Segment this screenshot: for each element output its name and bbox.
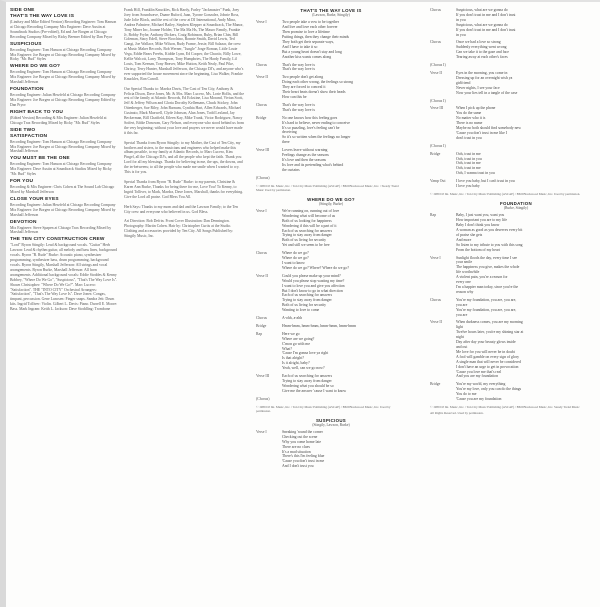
lyric-line: Wondering if this will be a part of it bbox=[282, 223, 337, 228]
lyric-line: That's the way love is bbox=[282, 102, 315, 107]
lyric-line: It's a mad situation bbox=[282, 449, 311, 454]
stanza-label: (Chorus) bbox=[256, 396, 270, 401]
lyric-line: Wanting to love to come bbox=[282, 308, 320, 313]
lyric-line: A single man that will never be considered bbox=[456, 359, 521, 364]
lyric-line: If you don't trust in me and I don't trust bbox=[456, 27, 516, 32]
lyric-line: That's the way love is bbox=[282, 107, 315, 112]
section-heading: CLOSE YOUR EYES bbox=[10, 196, 59, 202]
credits-text: Special Thanks from Byron Stingily: to my Mother, the Cast of Ten City, my brothers and sisters, to the musicians and engineers who helped make this album possible, to my family at Atlantic Records, to Marc Lucero, Kim Pingel, all the Chicago DJ's, and all the people who kept the faith. Thank you Lord for all my blessings. Thanks for believing in me, the ups, the downs, and the in-betweens; to all the people who made me smile when I wanted to cry. This is for you. bbox=[124, 140, 243, 175]
song-title: FOUNDATION bbox=[500, 201, 532, 206]
lyric-line: From the bottom of my heart bbox=[456, 247, 500, 252]
stanza-label: Chorus bbox=[256, 316, 267, 321]
credits-text: Herb Says: Thanks to my mom and dad and the Lawson Family; to the Ten City crew and everyone who believed in us. God Bless. bbox=[124, 204, 238, 214]
lyric-stanza bbox=[430, 99, 600, 104]
lyric-line: Two people don't get along bbox=[282, 75, 324, 80]
stanza-lines bbox=[282, 274, 406, 313]
lyric-line: There's this I'm feeling blue bbox=[282, 454, 325, 459]
lyric-line: So listen to my tribute to you with this song bbox=[456, 242, 523, 247]
lyric-line: You're my foundation, you are, you are, bbox=[456, 297, 517, 302]
lyrics-column-left bbox=[256, 8, 406, 603]
lyric-line: Suddenly everything went wrong bbox=[456, 45, 507, 50]
lyric-line: Why you come home late bbox=[282, 439, 322, 444]
section-heading: WHERE DO WE GO? bbox=[10, 64, 61, 70]
lyric-line: The happiness you give, makes the whole bbox=[456, 265, 520, 270]
rights-notice: All Rights Reserved. Used by permission. bbox=[430, 410, 484, 415]
thanks-column bbox=[124, 8, 244, 603]
lyric-stanza bbox=[256, 374, 406, 394]
lyric-stanza bbox=[256, 209, 406, 248]
lyric-stanza bbox=[256, 324, 406, 329]
lyric-stanza bbox=[430, 106, 600, 140]
lyric-line: Putting things, then they change their minds bbox=[282, 35, 349, 40]
credits-text: Recording Engineer: Julian Herzfeld at Chicago Recording Company Mix Engineer: Joe Borgen at Chicago Recording Company Edited by Dan Pryor bbox=[10, 93, 116, 107]
lyric-stanza bbox=[256, 75, 406, 100]
lyric-stanza bbox=[430, 71, 600, 96]
lyric-stanza bbox=[430, 40, 600, 60]
lyric-line: Ooh, trust in me bbox=[456, 151, 481, 156]
lyric-line: Their heart beats doesn't show their heads bbox=[282, 90, 346, 95]
stanza-lines bbox=[282, 20, 406, 59]
stanza-label: Verse I bbox=[256, 20, 267, 25]
lyric-line: Where are we going? bbox=[282, 336, 315, 341]
lyric-line: Trying to stay away from danger bbox=[282, 379, 332, 383]
song-title: SUSPICIOUS bbox=[315, 417, 347, 423]
stanza-lines bbox=[282, 251, 406, 271]
lyric-line: in you bbox=[456, 32, 466, 37]
lyric-line: Checking out the scene bbox=[282, 434, 318, 439]
lyric-line: 'Cause I'm gonna love ya right bbox=[282, 351, 329, 356]
lyric-line: Sneaking 'round the corner bbox=[282, 429, 323, 434]
lyric-line: your smile bbox=[456, 260, 473, 265]
stanza-lines bbox=[456, 71, 600, 96]
stanza-lines bbox=[456, 152, 600, 177]
song-writers: (Lawson, Burke, Stingily) bbox=[312, 13, 350, 18]
lyric-line: girlfriend bbox=[456, 80, 471, 85]
lyric-stanza bbox=[256, 251, 406, 271]
lyric-line: Where do we go? Where? Where do we go? bbox=[282, 265, 349, 270]
stanza-lines bbox=[456, 144, 600, 149]
lyric-line: every one bbox=[456, 280, 471, 285]
credits-text: "Lord" Byron Stingily: Lead & background vocals. "Guitar" Herb Lawson: Lead & rhythm guitar, all melody and bass lines, background vocals. Byron "B. Rude" Burke: Acoustic piano, synthesizer programming, synthesizer bass, drum programming, background vocals. Byron Stingily, Marshall Jefferson: All strings and vocal arrangements. Byron Burke, Marshall Jefferson: All horn arrangements. Additional background vocals: Eddie Stoddes & Kenny Bobbey, "Where Do We Go", "Suspicious", "That's The Way Love Is". Shawn Christopher: "Where Do We Go?". Marc Lucero: "Satisfaction". THE "INTO CITY" Orchestral Arrangers: "Satisfaction", "That's The Way Love Is". Dave Jones: Congas, timpani, percussion. Gene Luncsen: Finger snaps. Sandra Jett: Drum kits. Ingrid Tolliver: Violin. Gilbert L. Davis: Piano. Darrell E. Moore: Bass. Mark Ingram: Keith L. Jackson: Dave Stoddling: Trombone bbox=[10, 243, 118, 312]
stanza-label: (Chorus) bbox=[256, 175, 270, 180]
credits-text: Recording Engineer: Julian Herzfeld at Chicago Recording Company Mix Engineer: Joe Borgen at Chicago Recording Company Mixed by Marshall Jefferson bbox=[10, 202, 116, 217]
stanza-label: (Chorus I) bbox=[430, 98, 446, 103]
lyric-stanza bbox=[256, 116, 406, 145]
lyric-line: Give me the answer 'cause I want to know bbox=[282, 388, 347, 393]
lyric-stanza bbox=[430, 298, 600, 318]
lyric-stanza bbox=[430, 382, 600, 402]
lyric-line: You're my foundation, you are, you are, bbox=[456, 307, 517, 312]
stanza-lines bbox=[282, 430, 406, 469]
lyric-line: Could you please make up your mind? bbox=[282, 273, 341, 278]
lyric-line: And live and love each other forever bbox=[282, 25, 338, 30]
lyrics-column-right bbox=[430, 8, 600, 603]
lyric-line: I'm a happier man today, since you're the bbox=[456, 285, 519, 289]
lyric-stanza bbox=[256, 332, 406, 371]
stanza-lines bbox=[456, 8, 600, 37]
lyric-line: You're my world, my everything bbox=[456, 382, 506, 387]
lyric-line: I love you baby, but I can't trust in you bbox=[456, 179, 515, 184]
credits-text: Recording Engineer: Tom Hanson at Chicago Recording Company Mix Engineer: Joe Borgen at Chicago Recording Company Mixed by Marshall Jefferson bbox=[10, 139, 116, 154]
section-heading: SIDE TWO bbox=[10, 127, 36, 133]
stanza-lines bbox=[282, 316, 406, 321]
lyric-line: Then promise to love a lifetime bbox=[282, 30, 330, 35]
lyric-line: Two people take a vow to be together bbox=[282, 20, 339, 25]
section-heading: SUSPICIOUS bbox=[10, 41, 42, 47]
lyric-line: Here we go bbox=[282, 331, 300, 336]
lyric-line: Never nights, I see your face bbox=[456, 85, 500, 90]
stanza-label: Verse III bbox=[430, 106, 444, 111]
lyric-line: What? bbox=[282, 346, 292, 351]
lyric-line: 'Cause you don't trust in me bbox=[282, 459, 325, 464]
lyric-line: When darkness comes, you are my morning bbox=[456, 320, 523, 325]
lyric-line: Ooh, I wanna trust in you bbox=[456, 171, 495, 176]
section-heading: FOUNDATION bbox=[10, 87, 44, 93]
stanza-lines bbox=[282, 397, 406, 402]
stanza-lines bbox=[282, 63, 406, 73]
lyric-line: We're running on, running out of love bbox=[282, 208, 340, 213]
section-heading: YOU MUST BE THE ONE bbox=[10, 156, 70, 162]
lyric-stanza bbox=[430, 8, 600, 37]
lyric-line: It's so puzzling, love's feeling can't be bbox=[282, 125, 340, 130]
copyright-notice: © 1989 DJ Int. Music, Inc. / Ten City Music Publishing (ASCAP) / BMI Blackwood Music, Inc. Used by permission. bbox=[256, 404, 391, 413]
lyric-line: Baby I don't think you know bbox=[456, 223, 500, 228]
lyric-line: Trying to stay away from danger bbox=[282, 298, 332, 303]
lyric-line: Doing each other wrong, the feelings so strong bbox=[282, 80, 354, 85]
lyric-stanza bbox=[430, 152, 600, 177]
lyric-line: reason why bbox=[456, 289, 474, 294]
lyric-line: Dressing up for an overnight wish ya bbox=[456, 75, 513, 80]
lyric-stanza bbox=[256, 63, 406, 73]
stanza-label: Chorus bbox=[430, 297, 441, 302]
stanza-label: Bridge bbox=[430, 151, 441, 156]
lyric-line: You do the same bbox=[456, 111, 482, 116]
lyric-line: the curtains bbox=[282, 167, 300, 172]
song-writers: (Burke, Stingily) bbox=[503, 206, 529, 211]
stanza-lines bbox=[456, 63, 600, 68]
lyric-line: Both of us living for security bbox=[282, 303, 326, 308]
lyric-line: I want to love you and give you affection bbox=[282, 283, 345, 288]
lyric-line: It's love and then the seasons bbox=[282, 157, 327, 162]
lyric-line: There are no clues bbox=[282, 444, 310, 449]
lyric-line: When I pick up the phone bbox=[456, 106, 496, 111]
stanza-label: Chorus bbox=[256, 102, 267, 107]
lyric-stanza bbox=[256, 316, 406, 321]
lyric-line: Ooh, trust in you bbox=[456, 156, 482, 161]
lyric-stanza bbox=[256, 103, 406, 113]
lyric-line: Each of us searching for answers bbox=[282, 293, 333, 298]
stanza-lines bbox=[456, 382, 600, 402]
copyright-notice: © 1989 DJ Int. Music, Inc. / Ten City Music Publishing (ASCAP) / BMI Blackwood Music, Inc. Used by permission. bbox=[430, 192, 581, 196]
lyric-line: I don't have an urge to get in provocation bbox=[456, 364, 519, 369]
lyric-line: Yet and still we seem to be free bbox=[282, 243, 330, 248]
stanza-label: Verse II bbox=[430, 320, 442, 325]
lyric-line: Suspicious, what are we gonna do bbox=[456, 8, 508, 12]
stanza-lines bbox=[456, 256, 600, 295]
lyric-line: There is no name bbox=[456, 121, 483, 126]
song-writers: (Stingily, Lawson, Burke) bbox=[312, 423, 350, 428]
stanza-lines bbox=[456, 179, 600, 189]
stanza-lines bbox=[456, 213, 600, 252]
credits-text: Recording & Mix Engineer: Chris Cohen at The Sound Lab Chicago Mixed by Marshall Jefferson bbox=[10, 185, 115, 194]
lyric-stanza bbox=[256, 148, 406, 173]
stanza-label: Bridge bbox=[256, 115, 267, 120]
lyric-line: Suspicious, what are we gonna do bbox=[456, 22, 508, 27]
lyric-stanza bbox=[430, 63, 600, 68]
lyric-stanza bbox=[256, 430, 406, 469]
lyric-line: I want to know bbox=[282, 260, 305, 265]
lyric-line: Me love for you will never be in doubt bbox=[456, 349, 515, 354]
lyric-stanza bbox=[430, 256, 600, 295]
lyric-line: They are forced to conceal it bbox=[282, 85, 326, 90]
lyric-line: deceiving bbox=[282, 130, 297, 135]
lyric-line: Now your lies tell in a tangle of the case bbox=[456, 90, 518, 95]
lyric-line: It's hard to believe, never ending to conceive bbox=[282, 120, 350, 125]
credits-text: (Edited Version) Recording & Mix Engineer: Julian Herzfeld at Chicago Trax Recording Mixed by Ricky "Mr. Bud" Styles bbox=[10, 115, 107, 125]
lyric-line: Ooh, trust in me bbox=[456, 166, 481, 171]
stanza-lines bbox=[282, 209, 406, 248]
lyric-line: Feelings change as the seasons bbox=[282, 153, 329, 158]
credits-text: (Lindsey and Mike Edited Version) Recording Engineer: Tom Hanson at Chicago Recording Company Mix Engineer: Dave Austin at Soundtrack Studios (Pre-edited), Ed and Joe Borgen at Chicago Recording Company Mixed by Ricky Beemer Edited by Dan Pryor bbox=[10, 20, 117, 39]
stanza-label: Chorus bbox=[256, 62, 267, 67]
stanza-lines bbox=[282, 324, 406, 329]
lyric-line: Twelve hours later, you're my shining star at bbox=[456, 330, 524, 335]
stanza-lines bbox=[456, 106, 600, 140]
lyric-line: night bbox=[456, 335, 464, 340]
lyric-line: And I don't trust you bbox=[282, 464, 314, 469]
lyric-stanza bbox=[430, 320, 600, 379]
stanza-label: Vamp Out bbox=[430, 179, 446, 184]
lyric-line: Yeah, well, can we go now? bbox=[282, 366, 325, 371]
lyric-stanza bbox=[256, 176, 406, 181]
section-heading: RIGHT BACK TO YOU bbox=[10, 109, 64, 115]
lyric-line: How can this be bbox=[282, 95, 307, 99]
lyric-line: of praise she gets bbox=[456, 232, 483, 237]
stanza-label: Rap bbox=[430, 213, 437, 218]
stanza-label: Bridge bbox=[256, 323, 267, 328]
stanza-label: Verse II bbox=[430, 70, 442, 75]
lyric-line: Is that alright? bbox=[282, 356, 304, 361]
lyric-line: Baby, I just want you, want you bbox=[456, 213, 505, 218]
lyric-line: Where do we go? bbox=[282, 256, 309, 261]
stanza-label: Chorus bbox=[256, 251, 267, 256]
lyric-line: you are bbox=[456, 302, 468, 307]
stanza-label: Chorus bbox=[430, 40, 441, 45]
lyric-line: Each of us searching for answers bbox=[282, 228, 333, 233]
lyric-line: Trying to stay away from danger bbox=[282, 233, 332, 238]
stanza-label: Verse III bbox=[256, 148, 270, 153]
lyric-line: If you don't trust in me and I don't trust bbox=[456, 12, 516, 17]
lyric-line: A woman as good as you deserves every bit bbox=[456, 228, 523, 233]
stanza-lines bbox=[456, 320, 600, 379]
lyric-stanza bbox=[256, 274, 406, 313]
lyric-line: Where do we go? bbox=[282, 251, 309, 256]
lyric-line: light bbox=[456, 325, 463, 330]
lyric-stanza bbox=[430, 144, 600, 149]
lyric-line: Would you please stop wasting my time? bbox=[282, 278, 345, 283]
stanza-label: Verse II bbox=[256, 273, 268, 278]
lyric-line: Day after day your beauty glows inside bbox=[456, 340, 516, 345]
stanza-lines bbox=[282, 103, 406, 113]
credits-text: Mix Engineer: Steve Spapen at Chicago Trax Recording Mixed by Marshall Jefferson bbox=[10, 225, 112, 235]
stanza-label: (Chorus I) bbox=[430, 63, 446, 68]
lyric-line: 'Cause you don't trust in me like I bbox=[456, 130, 508, 135]
section-heading: THE TEN CITY CONSTRUCTION CREW bbox=[10, 237, 105, 243]
stanza-lines bbox=[282, 75, 406, 100]
lyric-line: A violent pain, you're a reason for bbox=[456, 275, 508, 280]
credits-text: Recording Engineer: Tom Hanson at Chicago Recording Company Mix Engineer: Joe Borgen at Chicago Recording Company Mixed by Ricky "Mr. Bud" Styles bbox=[10, 47, 116, 62]
lyric-line: You're my love, only you can do the things bbox=[456, 387, 522, 392]
copyright-notice: © 1989 DJ Int. Music, Inc. / Ten City Music Publishing (ASCAP) / BMI Blackwood Music, Inc. / Steady Trend Music Used by permission. bbox=[256, 183, 399, 192]
credits-text: Recording Engineer: Tom Hanson at Chicago Recording Company Mix Engineer: Joe Borgen at Chicago Recording Company Mixed by Marshall Jefferson bbox=[10, 70, 116, 85]
lyric-line: there bbox=[282, 140, 290, 145]
lyric-line: Wondering what will become of us bbox=[282, 213, 336, 218]
lyric-line: Ooh, trust in me bbox=[456, 161, 481, 166]
lyric-line: And I have to take it so bbox=[282, 44, 318, 49]
stanza-label: Chorus bbox=[430, 8, 441, 12]
stanza-lines bbox=[456, 99, 600, 104]
section-heading: SIDE ONE bbox=[10, 8, 35, 13]
lyric-line: Sunlight floods the day, every time I see bbox=[456, 255, 518, 260]
lyric-line: Wondering what you should be so bbox=[282, 383, 334, 388]
stanza-label: Verse II bbox=[256, 75, 268, 80]
lyric-line: Is it alright, baby? bbox=[282, 361, 310, 366]
lyric-line: A-ohh, a-ahh bbox=[282, 316, 303, 321]
credits-text: Special Thanks from Byron "B. Rude" Burke: to my parents, Christine & Karen Ann Burke, Thanks for being there for me, Love You! To Kenny, to Ingrid Tolliver, to Mark, Mardra, Dave Jones, Marshall, thanks for everything. Give the Lord all praise. God Bless You All. bbox=[124, 180, 244, 199]
lyric-line: That's the way love is bbox=[282, 67, 315, 72]
lyric-line: A fool will gamble on every sign of glory bbox=[456, 354, 520, 359]
lyric-line: Can we take it to the gaze and face bbox=[456, 50, 509, 55]
stanza-label: Bridge bbox=[430, 382, 441, 387]
lyric-line: So it's so written when the feelings no longer bbox=[282, 135, 351, 140]
stanza-lines bbox=[456, 40, 600, 60]
lyric-line: life worthwhile bbox=[456, 270, 480, 275]
section-heading: FOR YOU bbox=[10, 179, 34, 185]
lyric-line: Its love and its pretending what's behind bbox=[282, 162, 344, 167]
lyric-line: you are bbox=[456, 312, 468, 317]
lyric-stanza bbox=[430, 213, 600, 252]
lyric-line: No one knows how this feeling goes bbox=[282, 115, 338, 120]
stanza-lines bbox=[282, 116, 406, 145]
lyric-line: And you are my foundation bbox=[456, 374, 498, 379]
lyric-line: Once we had a love so strong bbox=[456, 40, 501, 45]
lyric-line: But I don't know to go in what direction bbox=[282, 288, 343, 293]
lyric-line: C'mon go with me bbox=[282, 341, 311, 346]
lyric-line: Each of us searching for answers bbox=[282, 374, 333, 379]
lyric-line: 'Cause you are my foundation bbox=[456, 397, 502, 402]
lyric-line: And more bbox=[456, 237, 472, 242]
song-writers: (Stingily, Burke) bbox=[318, 202, 344, 206]
stanza-label: Verse I bbox=[256, 208, 267, 213]
lyric-line: How important you are to my life bbox=[456, 218, 508, 223]
stanza-label: (Chorus I) bbox=[430, 143, 446, 148]
stanza-lines bbox=[282, 176, 406, 181]
credits-text: Our Special Thanks to: Mardra Davis, The Cast of Ten City, Anthony & Felicia Dixon, Dave Jones, Mr. & Mrs. Marc Lucero, Ms. Lorie Hollis, and the rest of the family at Atlantic Records, Ed Eckstine, Lisa Morand, Vivian Scott, Jeff & Jeffery Wilson and Gloria Dorothy Kellemans, Chuck Stickey, John Ottenberger, Sue Riley, John Barnum, Cynthia Hart, Allen Edwards, Michael Cusinato, Mark Maxwell, Clyde Johnson, Alan Jones, Todd Lexland, Jay Beckerman, Bill Chatfield, Eileen Kay, Mike Trunk, Victor Rodriguez, Nancy Soifert, Eddie Donovan, Gary Nelson, and everyone who stood behind us from the very beginning; without your love and prayers we never would have made it this far. bbox=[124, 86, 244, 135]
lyric-line: You do to me bbox=[456, 392, 477, 397]
lyric-line: Lovers leave without warning bbox=[282, 148, 328, 153]
lyric-line: Both of us looking for happiness bbox=[282, 218, 332, 223]
stanza-label: Verse I bbox=[256, 429, 267, 434]
lyric-line: No matter who it is bbox=[456, 116, 486, 121]
lyric-line: 'Cause you love me that's real bbox=[456, 369, 502, 374]
copyright-notice: © 1989 DJ Int. Music, Inc. / Ten City Music Publishing (ASCAP) / BMI Blackwood Music, Inc. Steady Trend Music bbox=[430, 404, 580, 409]
section-heading: SATISFACTION bbox=[10, 133, 48, 139]
lyric-line: and out bbox=[456, 344, 468, 349]
stanza-lines bbox=[282, 374, 406, 394]
lyric-line: But a young heart doesn't stay and long bbox=[282, 49, 342, 54]
credits-text: Frank Hill, Franklin Knuckles, Rick Hardy, Farley "Jackmaster" Funk, Joey Joey from Soundwave, Duane Buford, Juan, Tyrone Gonzalez, Johnie Ross, Jude Jolie Block, and the rest of the crew at DJ International, Andy Mina, Andrea Palmiere, Michael Bailey, Stephen Klepper at Soundtrack, The Manor, Tony Miner Inc, Joanne Holder, The Ma Ma Hs, The Mauro Family, Frankie Jr, Bobby Fryhe, Anthony Dickers, Craig Robinson, Ruby, Brian Chin, Bill Coleman, Stacy Edell, Steve Bocchino, Ronnie Smith, David Lewis, Ted Gangi, Joe Wallace, Mike Wilson, Rudy Frame, Jessie, Bill Salazar, the crew at Music Maker Records, Bob Werner, "Jungle" Jorge Roman, Little Louie Vega, Eddie Bears Freebs, Kiddie Lynn, Ed Cooper, the Chaotic, Billy Lowe, Kellie Walcott, Larry Thompson, Tony Humphries, The Hardy Family, Lil Louis, Tom Keenan, Tony Beaver, Mike Hutton, Keith Nealy, Paul Pike, Chrissy, Terry Hunter, Marshall Jefferson, the Chicago DJ's, and anyone who's ever supported the house movement since the beginning, Lisa Walker, Frankie Knuckles, Ron Carroll. bbox=[124, 8, 244, 81]
credits-text: Recording Engineer: Tom Hanson at Chicago Recording Company Mix Engineer: Dave Austin at Soundtrack Studios Mixed by Ricky "Mr. Bud" Styles bbox=[10, 162, 112, 177]
section-heading: THAT'S THE WAY LOVE IS bbox=[10, 14, 75, 19]
section-heading: DEVOTION bbox=[10, 219, 37, 225]
song-title: WHERE DO WE GO? bbox=[307, 196, 355, 202]
stanza-label: Verse III bbox=[256, 374, 270, 379]
stanza-lines bbox=[282, 332, 406, 371]
credits-text: Art Direction: Bob Defrin. Front Cover Illustration: Dan Dennington. Photography: Martin Cohen. Hair by: Christopher Curtis at the Studio. Clothing and accessories provided by Ten City. All Songs Published by: Stingily Music, Inc. bbox=[124, 219, 234, 239]
song-title: THAT'S THE WAY LOVE IS bbox=[300, 8, 362, 13]
lyric-stanza bbox=[256, 20, 406, 59]
lyric-line: That's the way love is bbox=[282, 62, 315, 67]
lyric-line: Hmm-hmm, hmm-hmm, hmm-hmm, hmm-hmm bbox=[282, 323, 357, 328]
lyric-line: Maybe no both should find somebody new bbox=[456, 126, 521, 131]
lyric-line: don't trust in you bbox=[456, 135, 482, 140]
credits-column bbox=[10, 8, 118, 603]
lyric-line: in you bbox=[456, 17, 466, 22]
stanza-label: Rap bbox=[256, 331, 263, 336]
lyric-line: They both get their separate ways, bbox=[282, 39, 335, 44]
lyric-line: I love you baby bbox=[456, 184, 480, 189]
stanza-lines bbox=[282, 148, 406, 173]
lyric-line: Tearing away at each other's faces bbox=[456, 55, 508, 60]
lyric-line: Both of us living for security bbox=[282, 238, 326, 243]
lyric-stanza bbox=[430, 179, 600, 189]
lyric-stanza bbox=[256, 397, 406, 402]
stanza-label: Verse I bbox=[430, 255, 441, 260]
lyric-line: Eyes in the morning, you come in bbox=[456, 70, 508, 75]
stanza-lines bbox=[456, 298, 600, 318]
lyric-line: Another kiss wants comes along bbox=[282, 54, 332, 59]
